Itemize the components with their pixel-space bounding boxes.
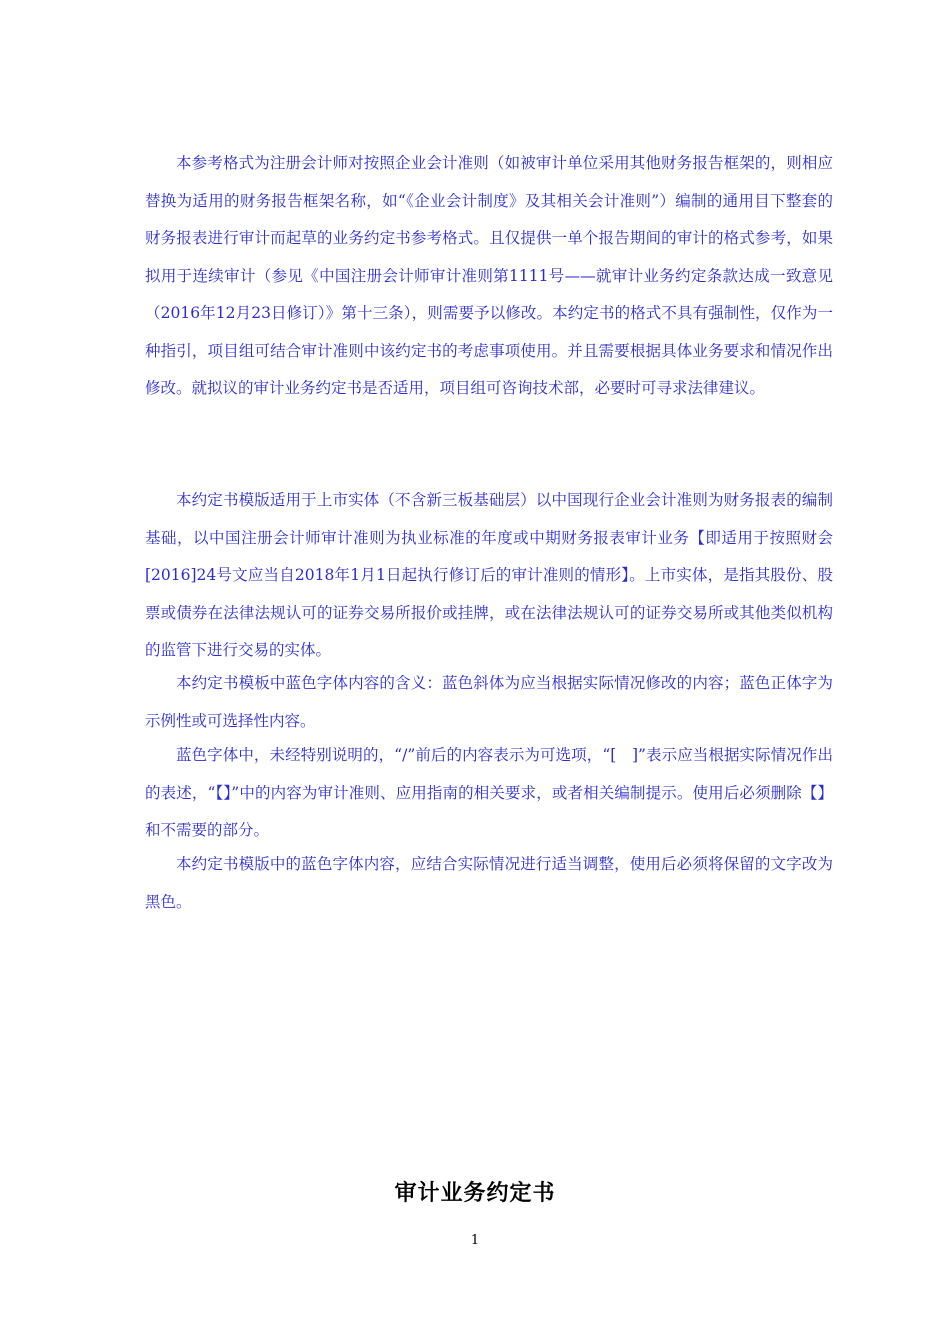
guidance-paragraph-4 [145, 737, 833, 850]
paragraph-text: 本约定书模版中的蓝色字体内容，应结合实际情况进行适当调整，使用后必须将保留的文字改为黑色。 [145, 855, 833, 911]
guidance-paragraph-5 [145, 846, 833, 921]
guidance-paragraph-3 [145, 665, 833, 740]
paragraph-text: 本约定书模版适用于上市实体（不含新三板基础层）以中国现行企业会计准则为财务报表的编制基础，以中国注册会计师审计准则为执业标准的年度或中期财务报表审计业务【即适用于按照财会[2016]24号文应当自2018年1月1日起执行修订后的审计准则的情形】。上市实体，是指其股份、股票或债券在法律法规认可的证券交易所报价或挂牌，或在法律法规认可的证券交易所或其他类似机构的监管下进行交易的实体。 [145, 491, 833, 659]
paragraph-text: 本约定书模板中蓝色字体内容的含义：蓝色斜体为应当根据实际情况修改的内容；蓝色正体字为示例性或可选择性内容。 [145, 674, 833, 730]
paragraph-text: 蓝色字体中，未经特别说明的，“/”前后的内容表示为可选项，“[ ]”表示应当根据实际情况作出的表述，“【】”中的内容为审计准则、应用指南的相关要求，或者相关编制提示。使用后必须删除【】和不需要的部分。 [145, 746, 833, 839]
paragraph-text: 本参考格式为注册会计师对按照企业会计准则（如被审计单位采用其他财务报告框架的，则相应替换为适用的财务报告框架名称，如“《企业会计制度》及其相关会计准则”）编制的通用目下整套的财务报表进行审计而起草的业务约定书参考格式。且仅提供一单个报告期间的审计的格式参考，如果拟用于连续审计（参见《中国注册会计师审计准则第1111号——就审计业务约定条款达成一致意见（2016年12月23日修订）》第十三条），则需要予以修改。本约定书的格式不具有强制性，仅作为一种指引，项目组可结合审计准则中该约定书的考虑事项使用。并且需要根据具体业务要求和情况作出修改。就拟议的审计业务约定书是否适用，项目组可咨询技术部，必要时可寻求法律建议。 [145, 154, 833, 397]
document-title: 审计业务约定书 [394, 1180, 556, 1206]
guidance-paragraph-1 [145, 145, 833, 408]
guidance-paragraph-2 [145, 482, 833, 670]
page-number: 1 [470, 1233, 480, 1248]
